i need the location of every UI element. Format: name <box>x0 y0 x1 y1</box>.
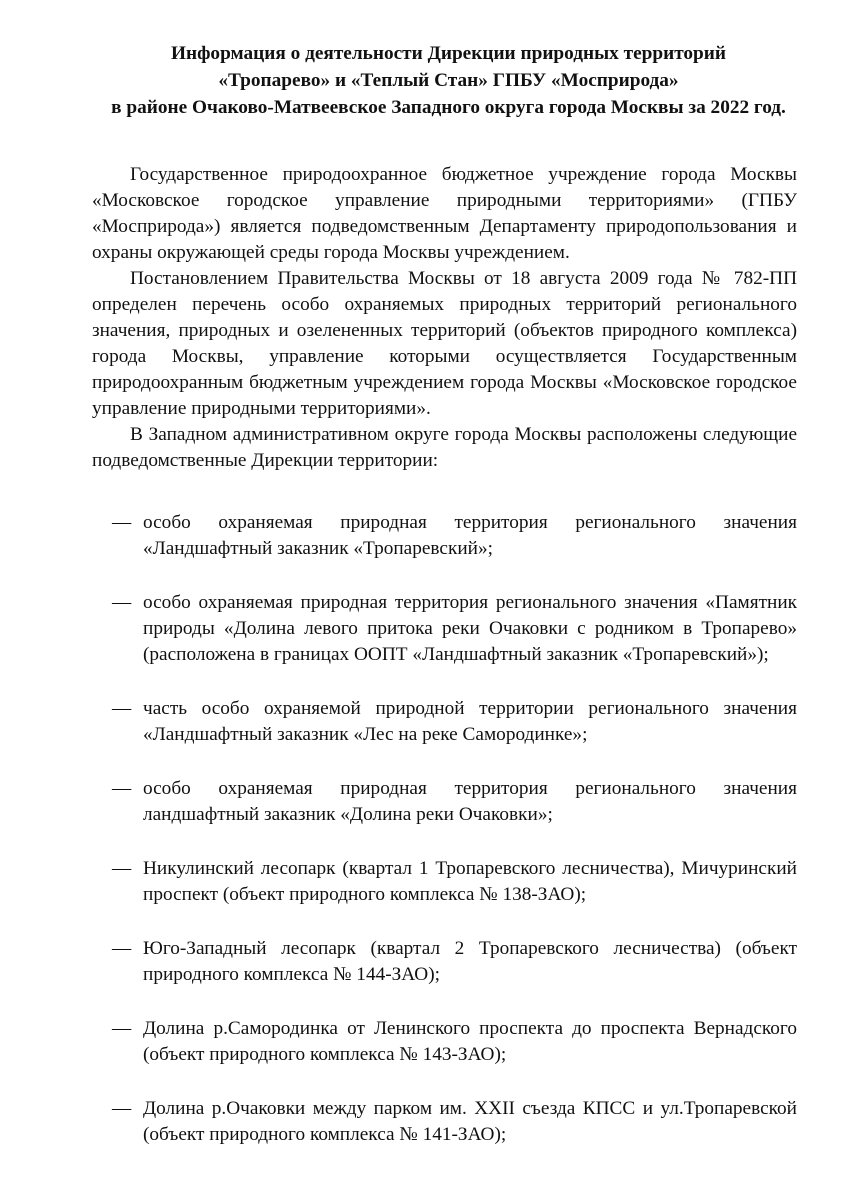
list-item-text: Долина р.Очаковки между парком им. XXII съезда КПСС и ул.Тропаревской (объект природного комплекса № 141-ЗАО); <box>143 1098 797 1145</box>
list-dash: — <box>112 1098 132 1119</box>
list-item <box>92 856 797 908</box>
list-item-text: Юго-Западный лесопарк (квартал 2 Тропаревского лесничества) (объект природного комплекса № 144-ЗАО); <box>143 938 797 985</box>
list-item <box>92 510 797 562</box>
list-dash: — <box>112 938 132 959</box>
list-item <box>92 696 797 748</box>
list-item <box>92 1096 797 1148</box>
list-item-text: Долина р.Самородинка от Ленинского проспекта до проспекта Вернадского (объект природного комплекса № 143-ЗАО); <box>143 1018 797 1065</box>
title-line-2: «Тропарево» и «Теплый Стан» ГПБУ «Мосприрода» <box>218 70 679 91</box>
list-dash: — <box>112 778 132 799</box>
list-item-text: особо охраняемая природная территория регионального значения «Ландшафтный заказник «Тропаревский»; <box>143 512 797 559</box>
title-line-1: Информация о деятельности Дирекции природных территорий <box>170 43 726 64</box>
list-dash: — <box>112 512 132 533</box>
list-item <box>92 1016 797 1068</box>
list-item-text: особо охраняемая природная территория регионального значения «Памятник природы «Долина левого притока реки Очаковки с родником в Тропарево» (расположена в границах ООПТ «Ландшафтный заказник «Тропаревский»); <box>143 592 797 665</box>
list-dash: — <box>112 592 132 613</box>
paragraph-intro: Государственное природоохранное бюджетное учреждение города Москвы «Московское городское управление природными территориями» (ГПБУ «Мосприрода») является подведомственным Департаменту природопользования и охраны окружающей среды города Москвы учреждением. <box>92 164 797 263</box>
list-item <box>92 776 797 828</box>
list-dash: — <box>112 1018 132 1039</box>
list-item-text: особо охраняемая природная территория регионального значения ландшафтный заказник «Долина реки Очаковки»; <box>143 778 797 825</box>
list-dash: — <box>112 698 132 719</box>
list-item-text: Никулинский лесопарк (квартал 1 Тропаревского лесничества), Мичуринский проспект (объект природного комплекса № 138-ЗАО); <box>143 858 797 905</box>
paragraph-resolution: Постановлением Правительства Москвы от 18 августа 2009 года № 782-ПП определен перечень особо охраняемых природных территорий регионального значения, природных и озелененных территорий (объектов природного комплекса) города Москвы, управление которыми осуществляется Государственным природоохранным бюджетным учреждением города Москвы «Московское городское управление природными территориями». <box>92 268 797 419</box>
document-title <box>90 40 807 121</box>
territory-list <box>92 510 797 1148</box>
title-line-3: в районе Очаково-Матвеевское Западного округа города Москвы за 2022 год. <box>111 97 786 118</box>
list-item <box>92 590 797 668</box>
list-item <box>92 936 797 988</box>
list-item-text: часть особо охраняемой природной территории регионального значения «Ландшафтный заказник «Лес на реке Самородинке»; <box>143 698 797 745</box>
list-dash: — <box>112 858 132 879</box>
paragraph-territories-lead: В Западном административном округе города Москвы расположены следующие подведомственные Дирекции территории: <box>92 424 797 471</box>
